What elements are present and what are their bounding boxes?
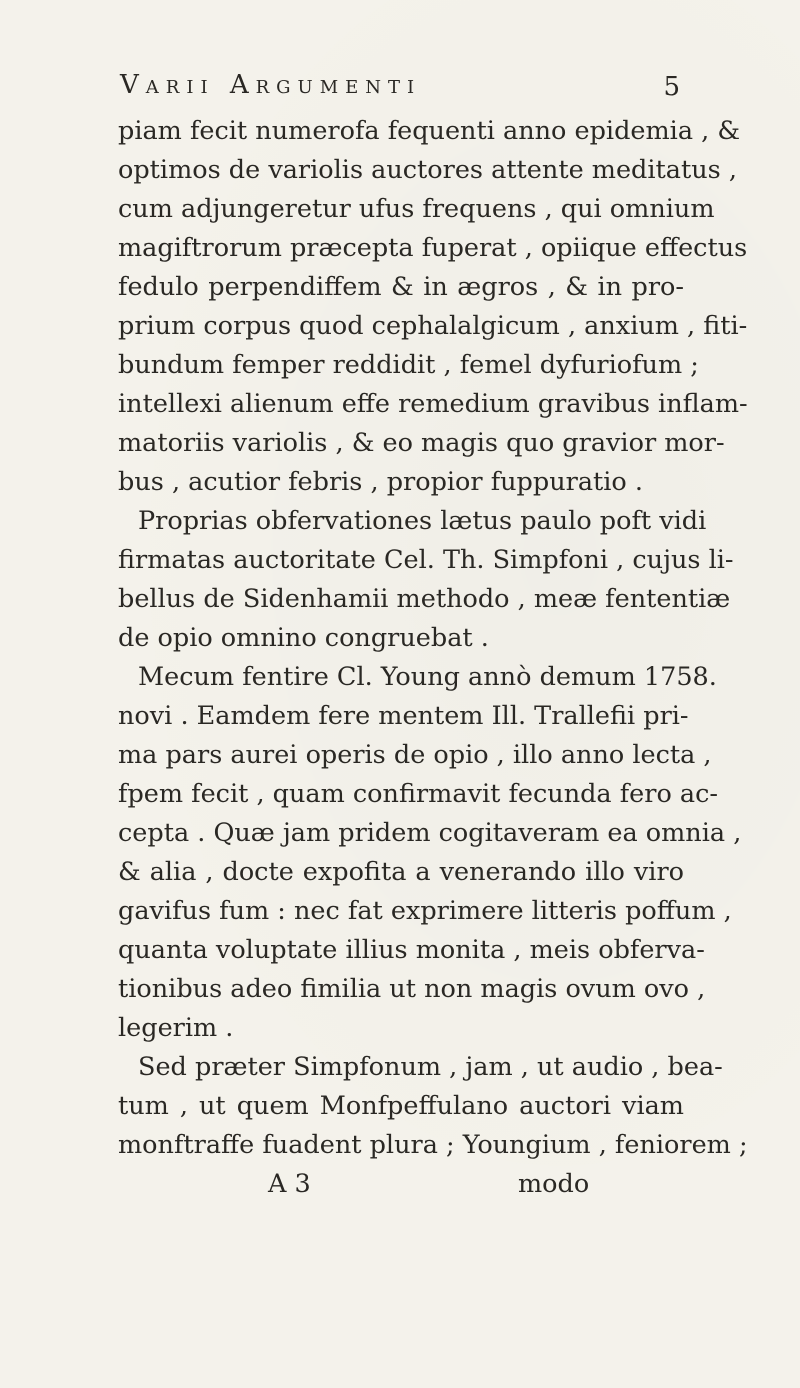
text-line: piam fecit numerofa fequenti anno epidemia , &	[118, 116, 741, 146]
text-line: ma pars aurei operis de opio , illo anno lecta ,	[118, 740, 712, 770]
text-line: & alia , docte expofita a venerando illo viro	[118, 857, 684, 887]
paragraph-first-line: Mecum fentire Cl. Young annò demum 1758.	[138, 662, 717, 692]
text-line: firmatas auctoritate Cel. Th. Simpfoni , cujus li-	[118, 545, 734, 575]
text-line: legerim .	[118, 1013, 234, 1043]
text-line: novi . Eamdem fere mentem Ill. Trallefii pri-	[118, 701, 689, 731]
body-text	[118, 112, 748, 1204]
text-line: quanta voluptate illius monita , meis obferva-	[118, 935, 705, 965]
catchword: modo	[518, 1169, 590, 1199]
text-line: bellus de Sidenhamii methodo , meæ fententiæ	[118, 584, 731, 614]
text-line: magiftrorum præcepta fuperat , opiique effectus	[118, 233, 748, 263]
text-line: bus , acutior febris , propior fuppuratio .	[118, 467, 643, 497]
text-line: monftraffe fuadent plura ; Youngium , feniorem ;	[118, 1130, 748, 1160]
signature-mark: A 3	[268, 1169, 311, 1199]
page-number: 5	[663, 72, 680, 102]
signature-line	[118, 1165, 684, 1204]
paragraph-first-line: Proprias obfervationes lætus paulo poft vidi	[138, 506, 707, 536]
text-line: de opio omnino congruebat .	[118, 623, 489, 653]
text-line: fpem fecit , quam confirmavit fecunda fero ac-	[118, 779, 719, 809]
text-line: prium corpus quod cephalalgicum , anxium , fiti-	[118, 311, 748, 341]
running-head-title: Varii Argumenti	[120, 70, 422, 100]
text-line: intellexi alienum effe remedium gravibus inflam-	[118, 389, 748, 419]
text-line: cepta . Quæ jam pridem cogitaveram ea omnia ,	[118, 818, 742, 848]
text-line: optimos de variolis auctores attente meditatus ,	[118, 155, 737, 185]
text-line: bundum femper reddidit , femel dyfuriofum ;	[118, 350, 699, 380]
running-head	[120, 70, 680, 110]
text-line: matoriis variolis , & eo magis quo gravior mor-	[118, 428, 725, 458]
paragraph-first-line: Sed præter Simpfonum , jam , ut audio , bea-	[138, 1052, 723, 1082]
text-line: tum , ut quem Monfpeffulano auctori viam	[118, 1091, 684, 1121]
text-line: gavifus fum : nec fat exprimere litteris poffum ,	[118, 896, 732, 926]
text-line: cum adjungeretur ufus frequens , qui omnium	[118, 194, 715, 224]
text-line: tionibus adeo fimilia ut non magis ovum ovo ,	[118, 974, 706, 1004]
text-line: fedulo perpendiffem & in ægros , & in pro-	[118, 272, 684, 302]
